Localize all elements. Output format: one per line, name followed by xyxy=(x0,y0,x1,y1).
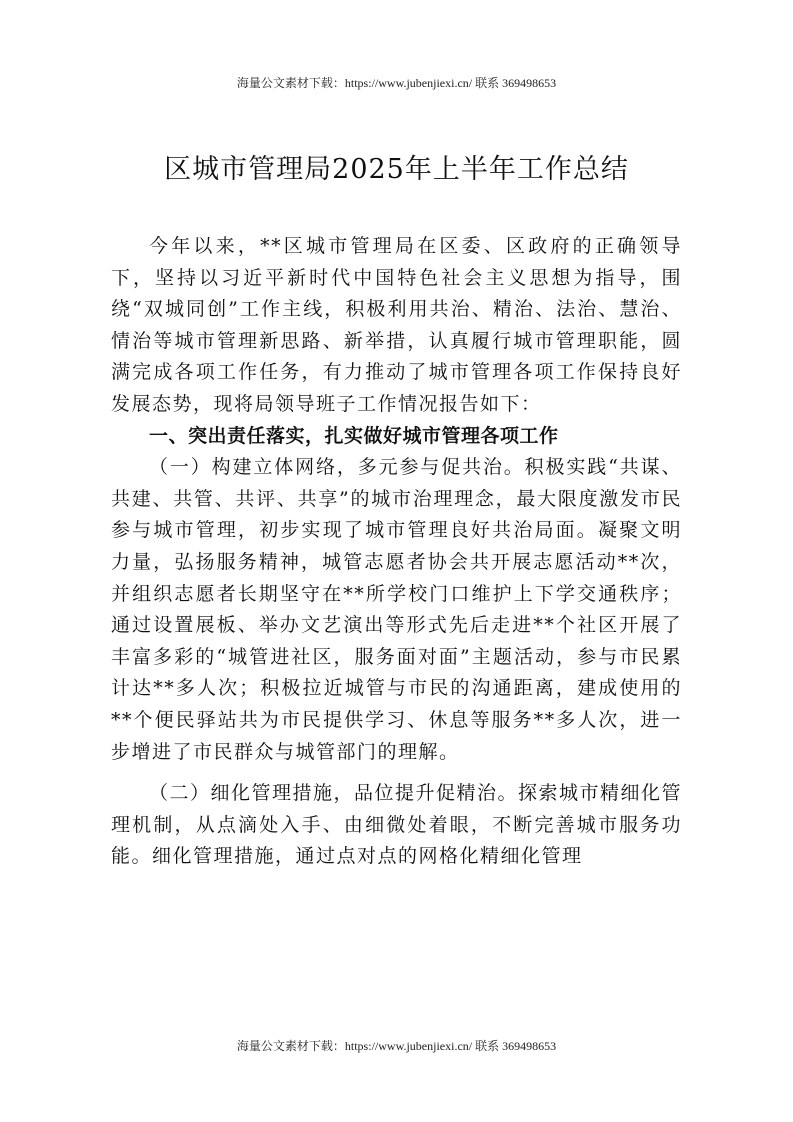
document-title: 区城市管理局2025年上半年工作总结 xyxy=(164,154,629,185)
document-body xyxy=(111,231,682,873)
section-heading: 一、突出责任落实，扎实做好城市管理各项工作 xyxy=(149,424,559,447)
paragraph-co-governance: （一）构建立体网络，多元参与促共治。积极实践“共谋、共建、共管、共评、共享”的城市治理理念，最大限度激发市民参与城市管理，初步实现了城市管理良好共治局面。凝聚文明力量，弘扬服务精神，城管志愿者协会共开展志愿活动**次，并组织志愿者长期坚守在**所学校门口维护上下学交通秩序；通过设置展板、举办文艺演出等形式先后走进**个社区开展了丰富多彩的“城管进社区，服务面对面”主题活动，参与市民累计达**多人次；积极拉近城管与市民的沟通距离，建成使用的**个便民驿站共为市民提供学习、休息等服务**多人次，进一步增进了市民群众与城管部门的理解。 xyxy=(111,456,682,763)
page-header: 海量公文素材下载：https://www.jubenjiexi.cn/ 联系 369498653 xyxy=(236,76,557,90)
page-footer: 海量公文素材下载：https://www.jubenjiexi.cn/ 联系 369498653 xyxy=(236,1039,557,1053)
intro-paragraph: 今年以来，**区城市管理局在区委、区政府的正确领导下，坚持以习近平新时代中国特色社会主义思想为指导，围绕“双城同创”工作主线，积极利用共治、精治、法治、慧治、情治等城市管理新思路、新举措，认真履行城市管理职能，圆满完成各项工作任务，有力推动了城市管理各项工作保持良好发展态势，现将局领导班子工作情况报告如下： xyxy=(111,235,682,415)
paragraph-fine-governance: （二）细化管理措施，品位提升促精治。探索城市精细化管理机制，从点滴处入手、由细微处着眼，不断完善城市服务功能。细化管理措施，通过点对点的网格化精细化管理 xyxy=(111,782,683,868)
